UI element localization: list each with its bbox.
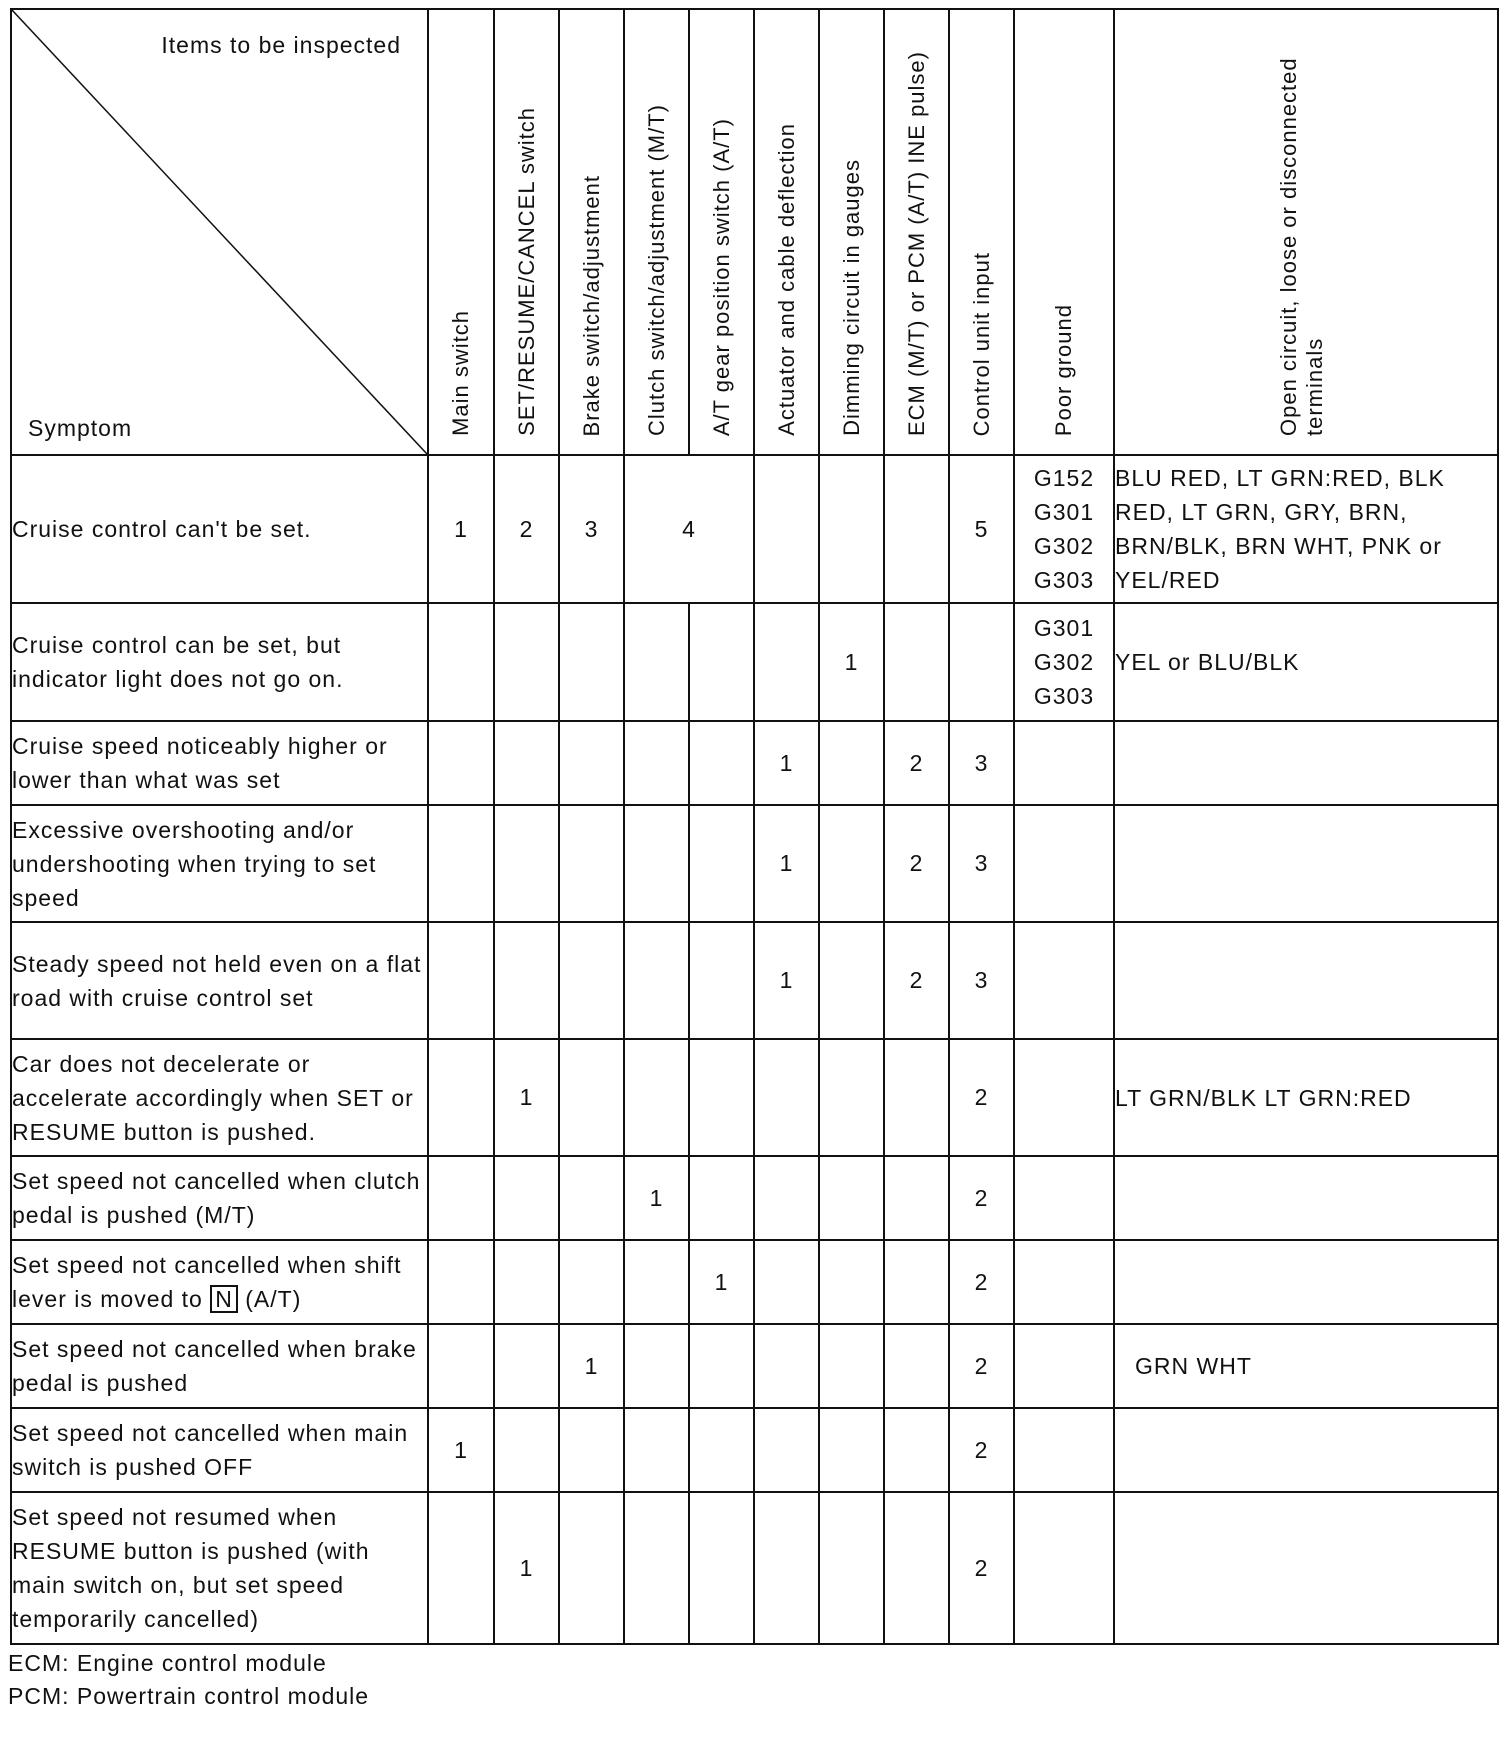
priority-cell [428,603,494,721]
priority-cell: 1 [819,603,884,721]
priority-cell: 1 [689,1240,754,1324]
wire-cell: GRN WHT [1114,1324,1498,1408]
priority-cell [819,805,884,922]
table-row [11,1492,1498,1644]
symptom-cell: Car does not decelerate or accelerate accordingly when SET or RESUME button is pushed. [11,1039,428,1156]
wire-cell: LT GRN/BLK LT GRN:RED [1114,1039,1498,1156]
symptom-cell: Set speed not cancelled when brake pedal is pushed [11,1324,428,1408]
priority-cell [884,1240,949,1324]
priority-cell: 1 [754,805,819,922]
priority-cell [884,1492,949,1644]
ground-cell [1014,1240,1114,1324]
priority-cell [689,922,754,1039]
col-actuator-cable: Actuator and cable deflection [754,9,819,455]
priority-cell [559,922,624,1039]
col-open-circuit: Open circuit, loose or disconnected terminals [1114,9,1498,455]
priority-cell [428,1039,494,1156]
priority-cell: 3 [949,922,1014,1039]
priority-cell [559,1408,624,1492]
troubleshooting-table [10,8,1499,1645]
diagonal-line [12,10,427,454]
priority-cell [494,1156,559,1240]
priority-cell: 2 [884,721,949,805]
priority-cell: 1 [559,1324,624,1408]
items-inspected-label: Items to be inspected [161,32,401,58]
table-row [11,1156,1498,1240]
priority-cell [754,1324,819,1408]
table-row [11,603,1498,721]
col-dimming-circuit: Dimming circuit in gauges [819,9,884,455]
symptom-cell [11,1240,428,1324]
priority-cell [624,922,689,1039]
col-ecm-pcm: ECM (M/T) or PCM (A/T) INE pulse) [884,9,949,455]
priority-cell [624,1408,689,1492]
priority-cell [428,805,494,922]
priority-cell [494,721,559,805]
col-clutch-switch: Clutch switch/adjustment (M/T) [624,9,689,455]
neutral-key-icon: N [210,1285,238,1313]
col-set-resume-cancel: SET/RESUME/CANCEL switch [494,9,559,455]
priority-cell [428,1156,494,1240]
priority-cell [494,922,559,1039]
symptom-cell: Cruise speed noticeably higher or lower than what was set [11,721,428,805]
table-row [11,1240,1498,1324]
priority-cell [559,805,624,922]
priority-cell: 2 [884,922,949,1039]
symptom-cell: Excessive overshooting and/or undershooting when trying to set speed [11,805,428,922]
ground-cell [1014,1324,1114,1408]
priority-cell [819,1324,884,1408]
priority-cell: 2 [949,1408,1014,1492]
priority-cell [754,1408,819,1492]
priority-cell [689,1324,754,1408]
priority-cell [624,1240,689,1324]
priority-cell: 1 [428,455,494,603]
priority-cell: 2 [949,1039,1014,1156]
col-brake-switch: Brake switch/adjustment [559,9,624,455]
ground-cell [1014,922,1114,1039]
table-row [11,721,1498,805]
priority-cell [819,1492,884,1644]
priority-cell [819,1240,884,1324]
priority-cell [689,1408,754,1492]
priority-cell [819,922,884,1039]
table-row [11,1039,1498,1156]
wire-cell [1114,1492,1498,1644]
col-poor-ground: Poor ground [1014,9,1114,455]
priority-cell [428,1240,494,1324]
symptom-cell: Set speed not resumed when RESUME button is pushed (with main switch on, but set speed temporarily cancelled) [11,1492,428,1644]
priority-cell: 2 [494,455,559,603]
priority-cell [494,1240,559,1324]
ground-cell [1014,1492,1114,1644]
priority-cell: 1 [624,1156,689,1240]
priority-cell [624,1492,689,1644]
table-row [11,1324,1498,1408]
priority-cell [754,455,819,603]
priority-cell [819,1156,884,1240]
priority-cell [559,1492,624,1644]
wire-cell [1114,1240,1498,1324]
priority-cell [559,1039,624,1156]
priority-cell [884,603,949,721]
priority-cell [754,1240,819,1324]
ground-cell [1014,1408,1114,1492]
priority-cell [559,721,624,805]
priority-cell [884,455,949,603]
priority-cell [689,603,754,721]
priority-cell [428,922,494,1039]
ground-cell: G152 G301 G302 G303 [1014,455,1114,603]
ecm-legend: ECM: Engine control module [8,1650,327,1676]
priority-cell [494,805,559,922]
ground-cell [1014,805,1114,922]
symptom-cell: Cruise control can be set, but indicator light does not go on. [11,603,428,721]
priority-cell: 1 [494,1039,559,1156]
priority-cell: 2 [884,805,949,922]
ground-cell: G301 G302 G303 [1014,603,1114,721]
wire-cell [1114,1156,1498,1240]
priority-cell [689,1492,754,1644]
priority-cell [559,1156,624,1240]
table-row [11,922,1498,1039]
ground-cell [1014,721,1114,805]
priority-cell [689,805,754,922]
priority-cell [494,1408,559,1492]
priority-cell [884,1408,949,1492]
priority-cell [624,721,689,805]
priority-cell [819,1408,884,1492]
symptom-cell: Cruise control can't be set. [11,455,428,603]
ground-cell [1014,1156,1114,1240]
priority-cell: 1 [754,721,819,805]
priority-cell [689,721,754,805]
priority-cell [884,1324,949,1408]
priority-cell: 3 [949,805,1014,922]
priority-cell: 1 [428,1408,494,1492]
priority-cell: 2 [949,1492,1014,1644]
priority-cell [624,1039,689,1156]
symptom-cell: Steady speed not held even on a flat road with cruise control set [11,922,428,1039]
priority-cell [624,1324,689,1408]
priority-cell: 3 [949,721,1014,805]
col-at-gear-switch: A/T gear position switch (A/T) [689,9,754,455]
priority-cell [494,603,559,721]
priority-cell: 1 [754,922,819,1039]
priority-cell [949,603,1014,721]
priority-cell [819,1039,884,1156]
symptom-cell: Set speed not cancelled when clutch pedal is pushed (M/T) [11,1156,428,1240]
priority-cell [754,1492,819,1644]
priority-cell: 2 [949,1324,1014,1408]
wire-cell [1114,805,1498,922]
priority-cell: 2 [949,1240,1014,1324]
wire-cell: YEL or BLU/BLK [1114,603,1498,721]
col-main-switch: Main switch [428,9,494,455]
priority-cell [428,1492,494,1644]
symptom-label: Symptom [28,415,133,441]
symptom-suffix: (A/T) [245,1286,302,1312]
priority-cell [689,1039,754,1156]
priority-cell [494,1324,559,1408]
priority-cell [884,1039,949,1156]
symptom-cell: Set speed not cancelled when main switch is pushed OFF [11,1408,428,1492]
priority-cell [754,1039,819,1156]
header-row [11,9,1498,455]
col-control-unit-input: Control unit input [949,9,1014,455]
priority-cell: 5 [949,455,1014,603]
wire-cell [1114,721,1498,805]
priority-cell [624,603,689,721]
wire-cell: BLU RED, LT GRN:RED, BLK RED, LT GRN, GRY, BRN, BRN/BLK, BRN WHT, PNK or YEL/RED [1114,455,1498,603]
corner-header [11,9,428,455]
priority-cell: 1 [494,1492,559,1644]
table-row [11,805,1498,922]
priority-cell [559,1240,624,1324]
priority-cell [624,805,689,922]
table-row [11,1408,1498,1492]
ground-cell [1014,1039,1114,1156]
priority-cell [819,455,884,603]
priority-cell [689,1156,754,1240]
wire-cell [1114,1408,1498,1492]
priority-cell [559,603,624,721]
priority-cell: 2 [949,1156,1014,1240]
priority-cell [884,1156,949,1240]
symptom-text: Set speed not cancelled when shift lever is moved to [12,1252,402,1312]
wire-cell [1114,922,1498,1039]
priority-cell: 3 [559,455,624,603]
priority-cell [754,1156,819,1240]
priority-cell [428,721,494,805]
priority-cell [428,1324,494,1408]
priority-cell [819,721,884,805]
table-row [11,455,1498,603]
priority-cell: 4 [624,455,754,603]
pcm-legend: PCM: Powertrain control module [8,1683,370,1709]
priority-cell [754,603,819,721]
